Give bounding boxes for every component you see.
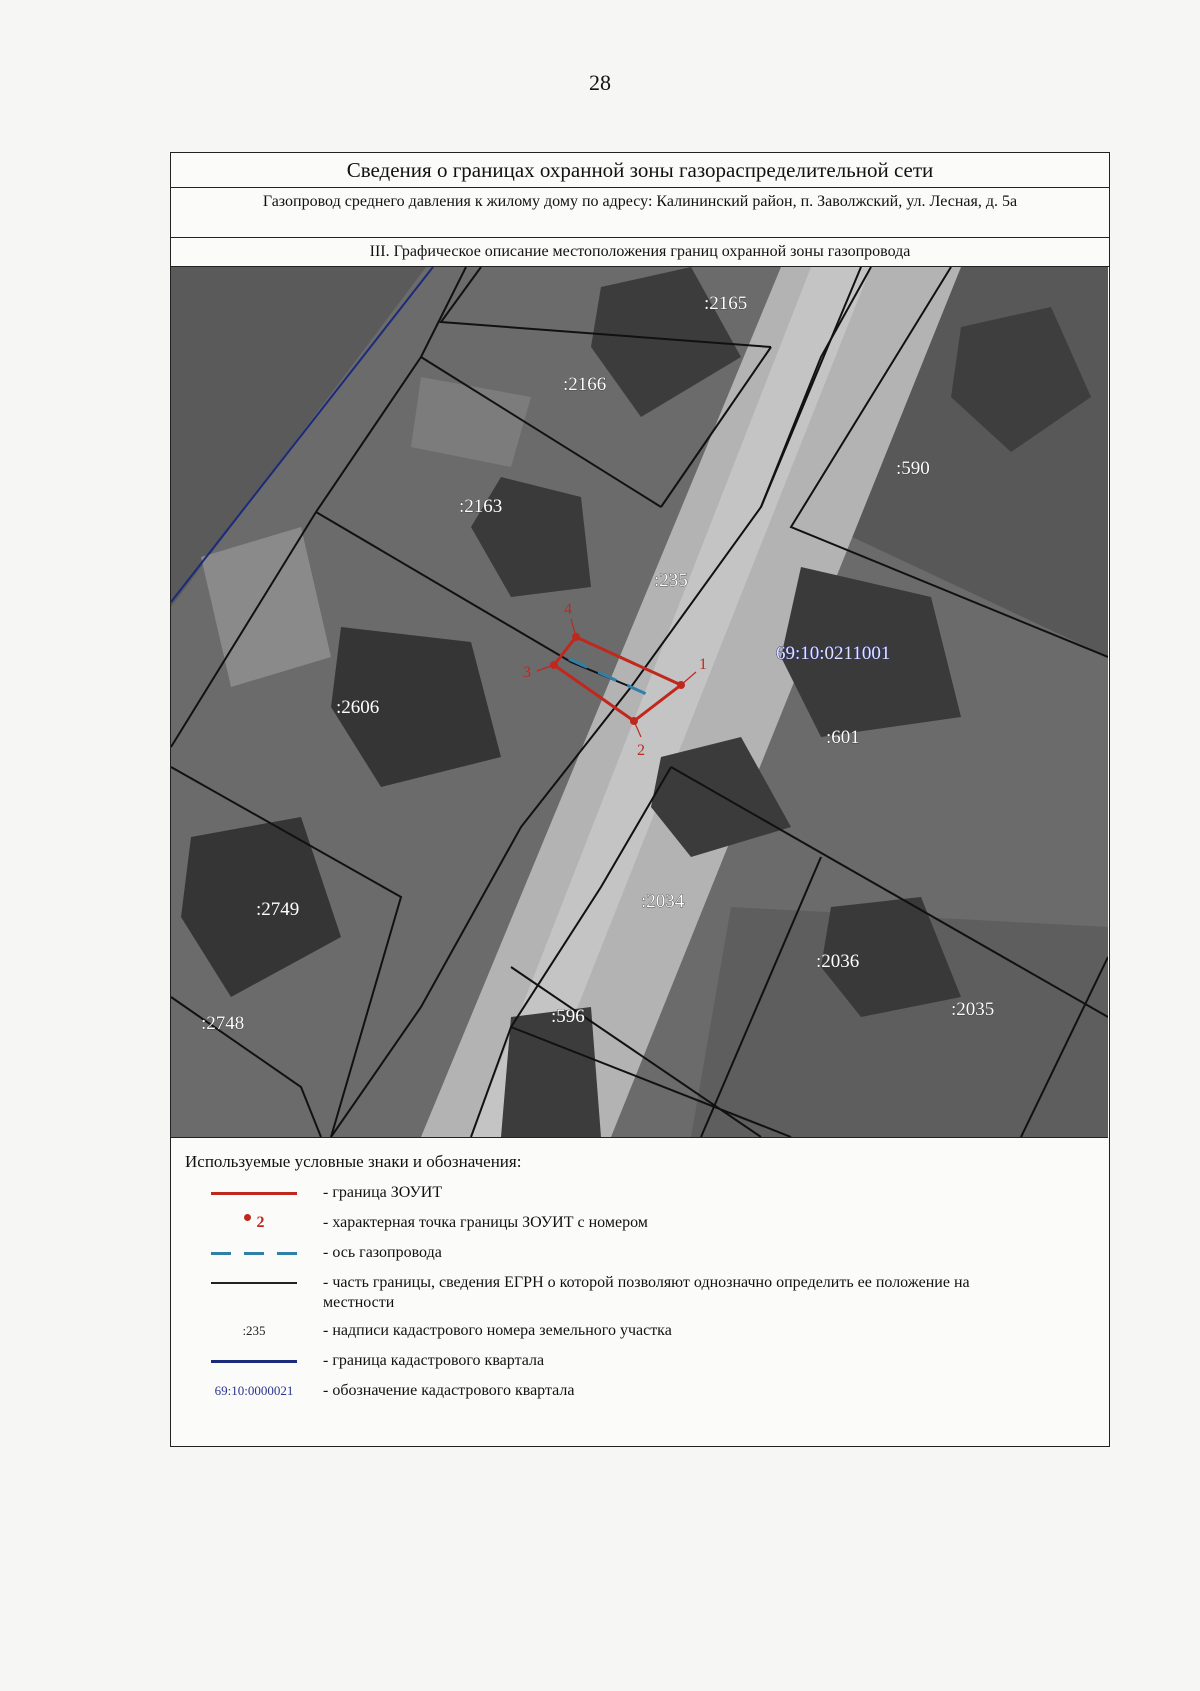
parcel-label: :2163: [459, 496, 503, 517]
section-heading: III. Графическое описание местоположения границ охранной зоны газопровода: [171, 238, 1109, 267]
legend: [171, 1138, 1109, 1408]
document-title: Сведения о границах охранной зоны газораспределительной сети: [171, 153, 1109, 188]
legend-text: - ось газопровода: [323, 1244, 442, 1261]
parcel-label: :2748: [201, 1013, 245, 1034]
point-label-2: 2: [637, 742, 645, 759]
legend-text: - обозначение кадастрового квартала: [323, 1382, 575, 1399]
legend-symbol-zone-line: [185, 1180, 323, 1206]
document-subtitle: Газопровод среднего давления к жилому дому по адресу: Калининский район, п. Заволжский, ул. Лесная, д. 5а: [171, 188, 1109, 238]
document-frame: [170, 152, 1110, 1447]
legend-symbol-quarter-line: [185, 1348, 323, 1374]
legend-heading: Используемые условные знаки и обозначения:: [185, 1152, 522, 1171]
quarter-label: 69:10:0211001: [776, 643, 891, 664]
legend-row: [185, 1180, 1095, 1210]
parcel-label: :2606: [336, 697, 380, 718]
legend-symbol-axis: [185, 1240, 323, 1266]
legend-symbol-parcel-label: [185, 1318, 323, 1344]
legend-text: - граница кадастрового квартала: [323, 1352, 545, 1369]
parcel-label: :235: [654, 570, 688, 591]
parcel-label: :2749: [256, 899, 300, 920]
legend-point-number: 2: [256, 1214, 265, 1231]
legend-row: [185, 1210, 1095, 1240]
parcel-label: :2166: [563, 374, 607, 395]
parcel-label: :601: [826, 727, 860, 748]
parcel-label: :2035: [951, 999, 995, 1020]
legend-row: [185, 1318, 1095, 1348]
parcel-label: :2034: [641, 891, 685, 912]
legend-row: [185, 1240, 1095, 1270]
legend-symbol-quarter-label: [185, 1378, 323, 1404]
point-label-3: 3: [523, 664, 531, 681]
legend-text: - часть границы, сведения ЕГРН о которой позволяют однозначно определить ее положение на местности: [323, 1274, 970, 1311]
legend-text: - характерная точка границы ЗОУИТ с номером: [323, 1214, 648, 1231]
parcel-label: :596: [551, 1006, 585, 1027]
legend-row: [185, 1270, 1095, 1318]
legend-row: [185, 1348, 1095, 1378]
parcel-label: :2165: [704, 293, 748, 314]
page-number: 28: [589, 70, 611, 95]
map-canvas: [171, 267, 1108, 1137]
legend-parcel-sample: :235: [242, 1323, 266, 1338]
legend-quarter-sample: 69:10:0000021: [214, 1383, 294, 1398]
legend-row: [185, 1378, 1095, 1408]
legend-symbol-point: [185, 1210, 323, 1236]
point-label-4: 4: [564, 601, 572, 618]
legend-text: - граница ЗОУИТ: [323, 1184, 443, 1201]
legend-text: - надписи кадастрового номера земельного участка: [323, 1322, 672, 1339]
parcel-label: :590: [896, 458, 930, 479]
point-label-1: 1: [699, 656, 707, 673]
legend-symbol-parcel-line: [185, 1270, 323, 1296]
aerial-map: [171, 267, 1108, 1138]
parcel-label: :2036: [816, 951, 860, 972]
